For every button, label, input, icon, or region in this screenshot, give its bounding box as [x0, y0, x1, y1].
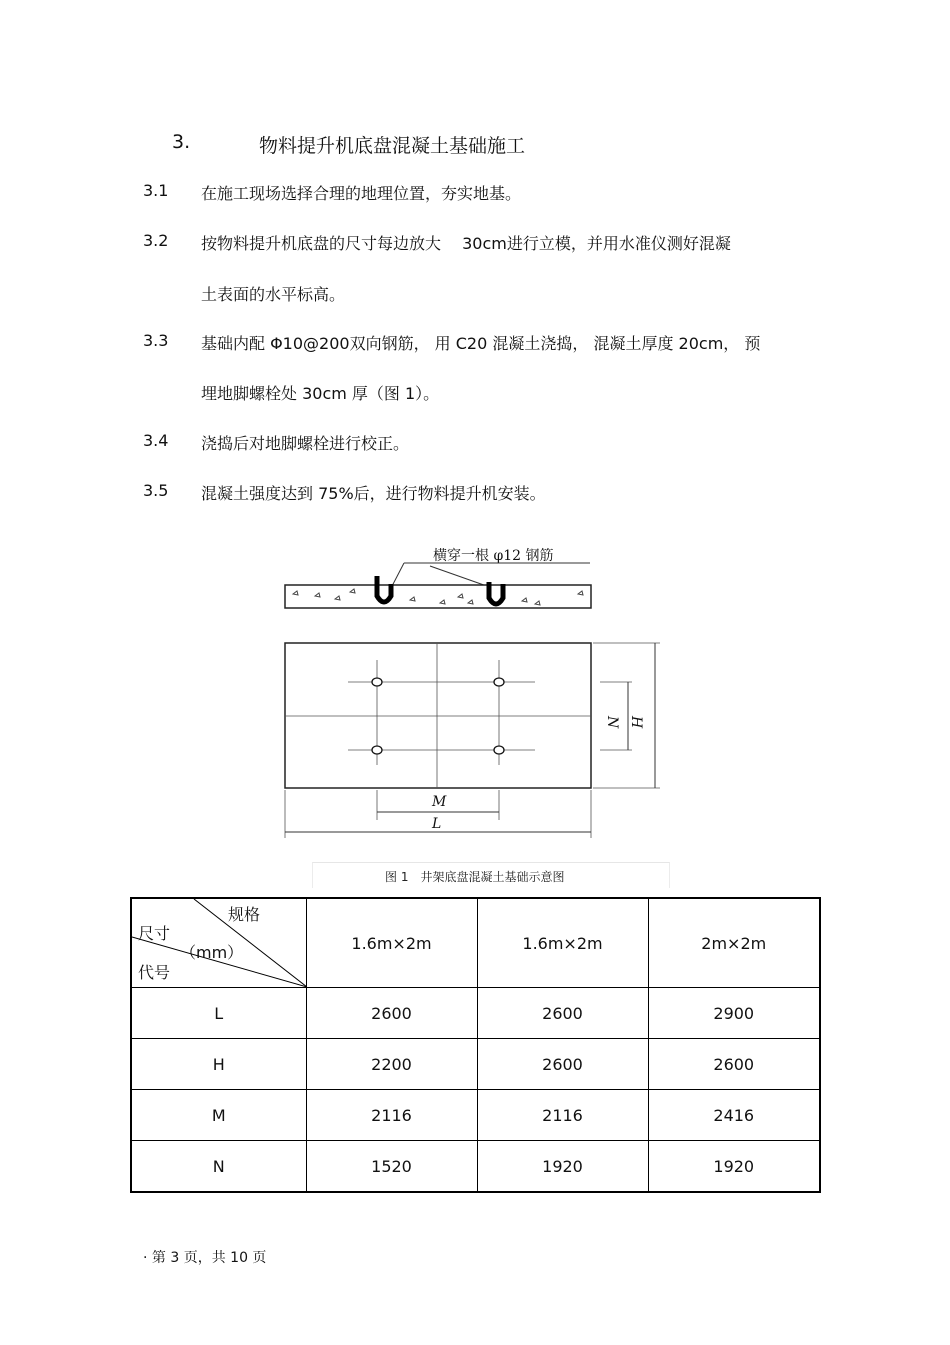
- label-n: N: [604, 716, 620, 729]
- item-text: 混凝土强度达到 75%后，进行物料提升机安装。: [201, 484, 546, 503]
- section-number: 3.: [172, 131, 191, 153]
- item-number: 3.4: [143, 431, 169, 450]
- item-text-continued: 埋地脚螺栓处 30cm 厚（图 1）。: [201, 384, 440, 403]
- table-cell: 2116: [477, 1090, 648, 1141]
- table-row: [131, 1090, 820, 1141]
- item-number: 3.2: [143, 231, 169, 250]
- slab-elevation: [285, 585, 591, 608]
- table-row: [131, 1141, 820, 1193]
- header-unit: （mm）: [180, 943, 244, 962]
- item-text: 基础内配 Φ10@200双向钢筋， 用 C20 混凝土浇捣， 混凝土厚度 20cm， 预: [201, 334, 761, 353]
- table-cell: 2900: [648, 988, 820, 1039]
- rebar-annotation: 横穿一根 φ12 钢筋: [433, 548, 554, 564]
- row-code: L: [131, 988, 306, 1039]
- header-code: 代号: [138, 963, 171, 982]
- header-dim: 尺寸: [138, 924, 171, 943]
- spec-table: [130, 897, 821, 1193]
- table-cell: 2200: [306, 1039, 477, 1090]
- table-header-row: [131, 898, 820, 988]
- label-m: M: [432, 794, 447, 810]
- section-title-text: 物料提升机底盘混凝土基础施工: [259, 135, 526, 157]
- item-text: 在施工现场选择合理的地理位置，夯实地基。: [201, 184, 522, 203]
- figure-caption: 图 1 井架底盘混凝土基础示意图: [385, 870, 565, 884]
- table-cell: 2600: [648, 1039, 820, 1090]
- diagonal-header-cell: [131, 898, 306, 988]
- label-h: H: [628, 716, 644, 729]
- table-row: [131, 988, 820, 1039]
- item-number: 3.5: [143, 481, 169, 500]
- row-code: H: [131, 1039, 306, 1090]
- item-text: 浇捣后对地脚螺栓进行校正。: [201, 434, 410, 453]
- slab-plan: [285, 643, 591, 788]
- row-code: M: [131, 1090, 306, 1141]
- table-cell: 2416: [648, 1090, 820, 1141]
- table-cell: 2600: [477, 1039, 648, 1090]
- table-cell: 2116: [306, 1090, 477, 1141]
- column-header: 1.6m×2m: [477, 898, 648, 988]
- column-header: 1.6m×2m: [306, 898, 477, 988]
- table-cell: 2600: [306, 988, 477, 1039]
- table-cell: 1920: [648, 1141, 820, 1193]
- item-text: 按物料提升机底盘的尺寸每边放大 30cm进行立模，并用水准仪测好混凝: [201, 234, 731, 253]
- header-spec: 规格: [228, 905, 261, 924]
- item-text-continued: 土表面的水平标高。: [201, 285, 346, 304]
- table-cell: 1920: [477, 1141, 648, 1193]
- label-l: L: [432, 816, 442, 832]
- column-header: 2m×2m: [648, 898, 820, 988]
- item-number: 3.3: [143, 331, 169, 350]
- item-number: 3.1: [143, 181, 169, 200]
- row-code: N: [131, 1141, 306, 1193]
- page-footer: · 第 3 页，共 10 页: [143, 1250, 267, 1266]
- table-cell: 2600: [477, 988, 648, 1039]
- table-cell: 1520: [306, 1141, 477, 1193]
- table-row: [131, 1039, 820, 1090]
